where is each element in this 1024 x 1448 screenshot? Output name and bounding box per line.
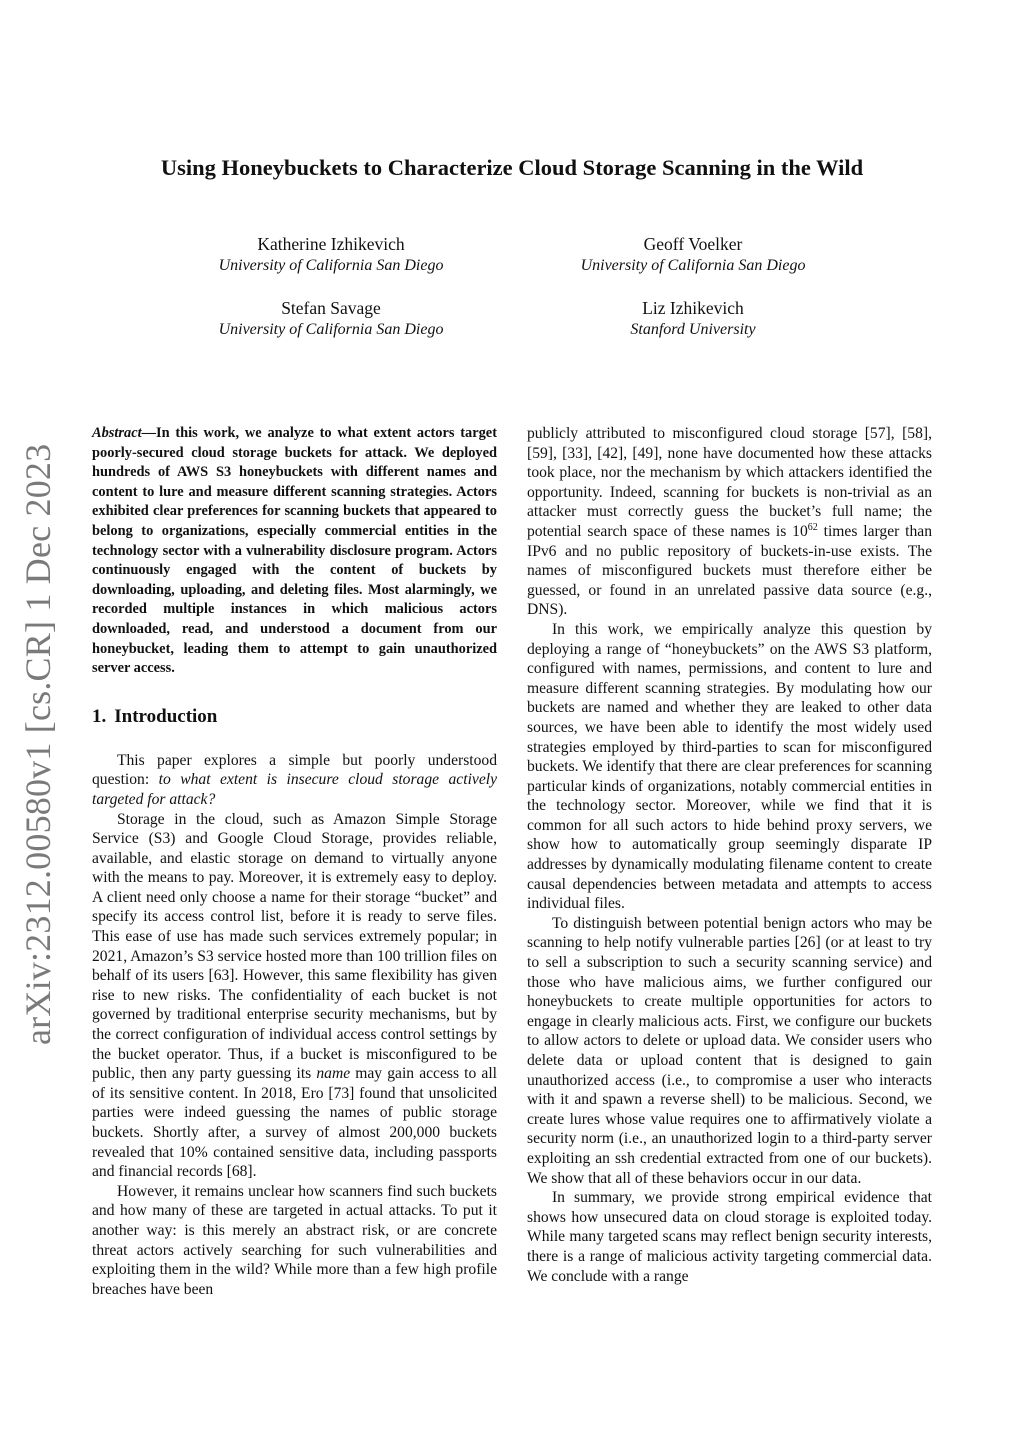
author-block [483,297,903,341]
body-paragraph [92,810,497,1182]
author-name: Stefan Savage [281,298,381,318]
text-run: publicly attributed to misconfigured cloud storage [57], [58], [59], [33], [42], [49], none have documented how these attacks took place, nor the mechanism by which attackers identified the opportunity. Indeed, scanning for buckets is non-trivial as an attacker must correctly guess the bucket’s full name; the potential search space of these names is 10 [527,425,932,540]
author-affiliation: University of California San Diego [218,257,444,274]
author-name: Liz Izhikevich [642,298,744,318]
emphasis-text: to what extent is insecure cloud storage actively targeted for attack? [92,771,497,808]
author-block [121,233,541,277]
section-title: Introduction [114,705,218,727]
right-column [527,424,932,1286]
body-paragraph [92,751,497,810]
abstract-dash: — [141,425,156,441]
text-run: times larger than IPv6 and no public repository of buckets-in-use exists. The names of misconfigured buckets must therefore either be guessed, or found in an unrelated passive data source (e.g., DNS). [527,522,932,619]
author-block [483,233,903,277]
superscript: 62 [807,521,818,533]
author-affiliation: University of California San Diego [580,257,806,274]
body-paragraph: In summary, we provide strong empirical evidence that shows how unsecured data on cloud storage is exploited today. While many targeted scans may reflect benign security interests, there is a range of malicious activity targeting commercial data. We conclude with a range [527,1189,932,1285]
abstract-label: Abstract [92,425,142,441]
section-number: 1. [92,705,107,727]
body-paragraph: In this work, we empirically analyze this question by deploying a range of “honeybuckets” on the AWS S3 platform, configured with names, permissions, and content to lure and measure different scanning strategies. By modulating how our buckets are named and whether they are leaked to other data sources, we have been able to identify the most widely used strategies employed by third-parties to scan for misconfigured buckets. We identify that there are clear preferences for scanning particular kinds of organizations, notably commercial entities in the technology sector. Moreover, while we find that it is common for all such actors to hide behind proxy servers, we show how to automatically group seemingly disparate IP addresses by dynamically modulating filename content to create causal dependencies between metadata and attempts to access individual files. [527,620,932,913]
body-paragraph [527,424,932,620]
section-heading [92,705,497,729]
abstract [92,424,497,679]
paper-title: Using Honeybuckets to Characterize Cloud Storage Scanning in the Wild [160,155,864,180]
author-name: Geoff Voelker [643,234,743,254]
emphasis-text: name [316,1065,351,1083]
author-affiliation: University of California San Diego [218,321,444,338]
author-block [121,297,541,341]
body-paragraph: However, it remains unclear how scanners find such buckets and how many of these are targeted in actual attacks. To put it another way: is this merely an abstract risk, or are concrete threat actors actively searching for such vulnerabilities and exploiting them in the wild? While more than a few high profile breaches have been [92,1182,497,1298]
abstract-text: In this work, we analyze to what extent actors target poorly-secured cloud storage buckets for attack. We deployed hundreds of AWS S3 honeybuckets with different names and content to lure and measure different scanning strategies. Actors exhibited clear preferences for scanning buckets that appeared to belong to organizations, especially commercial entities in the technology sector with a vulnerability disclosure program. Actors continuously engaged with the content of buckets by downloading, uploading, and deleting files. Most alarmingly, we recorded multiple instances in which malicious actors downloaded, read, and understood a document from our honeybucket, leading them to attempt to gain unauthorized server access. [92,425,497,677]
text-run: may gain access to all of its sensitive content. In 2018, Ero [73] found that unsolicited parties were indeed guessing the names of public storage buckets. Shortly after, a survey of almost 200,000 buckets revealed that 10% contained sensitive data, including passports and financial records [68]. [92,1065,497,1181]
author-name: Katherine Izhikevich [257,234,405,254]
author-affiliation: Stanford University [630,321,756,338]
body-paragraph: To distinguish between potential benign actors who may be scanning to help notify vulnerable parties [26] (or at least to try to sell a subscription to such a security scanning service) and those who have malicious aims, we further configured our honeybuckets to create multiple opportunities for actors to engage in clearly malicious acts. First, we configure our buckets to allow actors to delete or upload data. We consider users who delete data or upload content that is designed to gain unauthorized access (i.e., to compromise a user who interacts with it and spawn a reverse shell) to be malicious. Second, we create lures whose value requires one to affirmatively violate a security norm (i.e., an unauthorized login to a third-party server exploiting an ssh credential extracted from one of our buckets). We show that all of these behaviors occur in our data. [527,914,932,1187]
left-column [92,424,497,1299]
arxiv-identifier: arXiv:2312.00580v1 [cs.CR] 1 Dec 2023 [18,443,58,1045]
text-run: Storage in the cloud, such as Amazon Simple Storage Service (S3) and Google Cloud Storage, provides reliable, available, and elastic storage on demand to virtually anyone with the means to pay. Moreover, it is extremely easy to deploy. A client need only choose a name for their storage “bucket” and specify its access control list, before it is ready to serve files. This ease of use has made such services extremely popular; in 2021, Amazon’s S3 service hosted more than 100 trillion files on behalf of its users [63]. However, this same flexibility has given rise to new risks. The confidentiality of each bucket is not governed by traditional enterprise security mechanisms, but by the correct configuration of individual access control settings by the bucket operator. Thus, if a bucket is misconfigured to be public, then any party guessing its [92,810,497,1083]
text-run: This paper explores a simple but poorly understood question: [92,751,497,789]
